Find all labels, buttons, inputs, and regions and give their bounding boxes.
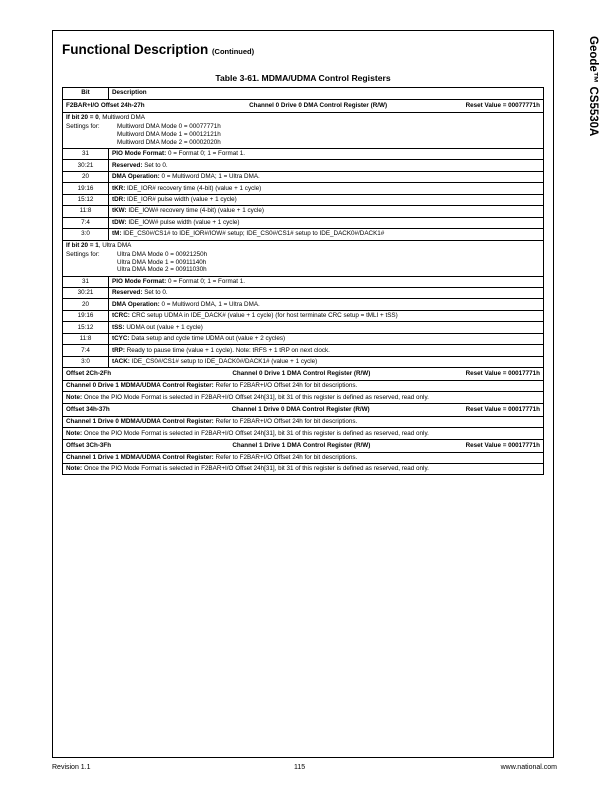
field-text: Ready to pause time (value + 1 cycle). Note: tRFS + 1 tRP on next clock. <box>124 346 330 354</box>
note-label: Note: <box>66 393 83 401</box>
bit-field-row <box>63 356 544 367</box>
register-desc-name: Channel 0 Drive 1 MDMA/UDMA Control Register: <box>66 382 214 390</box>
bit-field-row <box>63 206 544 217</box>
bit-range: 20 <box>63 299 109 310</box>
column-header-description: Description <box>109 88 544 100</box>
bit-field-row <box>63 299 544 310</box>
field-name: PIO Mode Format: <box>112 150 167 158</box>
field-text: 0 = Format 0; 1 = Format 1. <box>166 150 245 158</box>
bit-range: 3:0 <box>63 229 109 240</box>
field-text: IDE_IOR# pulse width (value + 1 cycle) <box>125 196 237 203</box>
bit-field-row <box>63 322 544 333</box>
bit-range: 11:8 <box>63 206 109 217</box>
bit-field-row <box>63 171 544 182</box>
register-desc-name: Channel 1 Drive 0 MDMA/UDMA Control Register: <box>66 418 214 426</box>
register-header <box>63 403 544 416</box>
register-desc-text: Refer to F2BAR+I/O Offset 24h for bit descriptions. <box>213 418 358 426</box>
bit-field-row <box>63 288 544 299</box>
bit-range: 19:16 <box>63 183 109 194</box>
bit-field-row <box>63 148 544 159</box>
mode-condition: If bit 20 = 1 <box>66 241 99 249</box>
bit-field-row <box>63 310 544 321</box>
bit-description <box>109 217 544 228</box>
register-reset-value: Reset Value = 00017771h <box>465 405 540 413</box>
register-name: Channel 1 Drive 0 DMA Control Register (R/W) <box>231 405 370 413</box>
bit-field-row <box>63 160 544 171</box>
field-name: tDW: <box>112 218 127 226</box>
field-name: tCRC: <box>112 312 130 320</box>
side-product-label: Geode™ CS5530A <box>587 36 599 137</box>
note-label: Note: <box>66 465 83 473</box>
mode-setting: Multiword DMA Mode 1 = 00012121h <box>117 130 221 138</box>
mode-condition: If bit 20 = 0 <box>66 114 99 122</box>
bit-description <box>109 194 544 205</box>
bit-field-row <box>63 183 544 194</box>
bit-field-row <box>63 194 544 205</box>
table-title: Table 3-61. MDMA/UDMA Control Registers <box>215 73 391 83</box>
bit-range: 15:12 <box>63 322 109 333</box>
field-text: IDE_IOR# recovery time (4-bit) (value + 1 cycle) <box>125 184 262 192</box>
bit-field-row <box>63 345 544 356</box>
settings-label: Settings for: <box>66 123 100 131</box>
register-note-row <box>63 464 544 475</box>
register-name: Channel 0 Drive 0 DMA Control Register (R/W) <box>249 102 388 109</box>
register-header <box>63 100 544 113</box>
field-text: Set to 0. <box>142 289 168 297</box>
bit-range: 31 <box>63 148 109 159</box>
register-offset: Offset 34h-37h <box>66 405 110 413</box>
settings-label: Settings for: <box>66 250 100 258</box>
field-name: tKR: <box>112 184 126 192</box>
bit-description <box>109 299 544 310</box>
field-text: IDE_IOW# recovery time (4-bit) (value + 1 cycle) <box>126 207 264 215</box>
bit-field-row <box>63 276 544 287</box>
mode-condition-text: , Multiword DMA <box>98 114 145 122</box>
bit-field-row <box>63 229 544 240</box>
bit-range: 20 <box>63 171 109 182</box>
bit-range: 30:21 <box>63 288 109 299</box>
bit-range: 30:21 <box>63 160 109 171</box>
mode-setting: Multiword DMA Mode 0 = 00077771h <box>117 123 221 131</box>
footer-page-number: 115 <box>294 764 306 771</box>
section-subtitle: (Continued) <box>212 47 255 56</box>
bit-description <box>109 322 544 333</box>
register-offset: Offset 2Ch-2Fh <box>66 370 112 378</box>
field-text: 0 = Format 0; 1 = Format 1. <box>166 277 245 285</box>
note-text: Once the PIO Mode Format is selected in F2BAR+I/O Offset 24h[31], bit 31 of this register is defined as reserved, read only. <box>82 429 429 437</box>
bit-description <box>109 276 544 287</box>
footer-website: www.national.com <box>500 764 557 771</box>
register-header <box>63 439 544 452</box>
bit-description <box>109 356 544 367</box>
mode-condition-text: , Ultra DMA <box>98 241 132 249</box>
register-desc-text: Refer to F2BAR+I/O Offset 24h for bit descriptions. <box>213 453 358 461</box>
bit-range: 31 <box>63 276 109 287</box>
note-text: Once the PIO Mode Format is selected in F2BAR+I/O Offset 24h[31], bit 31 of this register is defined as reserved, read only. <box>82 465 429 473</box>
field-text: CRC setup UDMA in IDE_DACK# (value + 1 cycle) (for host terminate CRC setup = tMLI + tSS) <box>129 312 398 320</box>
mode-setting: Ultra DMA Mode 2 = 00911030h <box>117 266 207 274</box>
bit-description <box>109 171 544 182</box>
bit-description <box>109 310 544 321</box>
field-text: IDE_CS0#/CS1# setup to IDE_DACK0#/DACK1# (value + 1 cycle) <box>129 358 318 366</box>
mode-setting: Ultra DMA Mode 0 = 00921250h <box>117 250 208 258</box>
bit-description <box>109 206 544 217</box>
bit-range: 7:4 <box>63 217 109 228</box>
mode-setting: Multiword DMA Mode 2 = 00002020h <box>117 138 221 146</box>
note-text: Once the PIO Mode Format is selected in F2BAR+I/O Offset 24h[31], bit 31 of this register is defined as reserved, read only. <box>82 393 429 401</box>
register-offset: Offset 3Ch-3Fh <box>66 441 112 449</box>
bit-field-row <box>63 217 544 228</box>
register-note-row <box>63 392 544 403</box>
bit-description <box>109 229 544 240</box>
section-title: Functional Description (Continued) <box>62 42 255 57</box>
field-name: DMA Operation: <box>112 173 160 181</box>
mode-settings-row <box>63 112 544 148</box>
note-label: Note: <box>66 429 83 437</box>
register-name: Channel 1 Drive 1 DMA Control Register (R/W) <box>232 441 371 449</box>
field-name: PIO Mode Format: <box>112 277 167 285</box>
mode-setting: Ultra DMA Mode 1 = 00911140h <box>117 258 207 266</box>
bit-description <box>109 288 544 299</box>
field-text: 0 = Multiword DMA; 1 = Ultra DMA. <box>159 173 260 181</box>
field-name: tDR: <box>112 196 126 203</box>
bit-field-row <box>63 333 544 344</box>
register-description-row <box>63 416 544 427</box>
bit-description <box>109 148 544 159</box>
bit-range: 15:12 <box>63 194 109 205</box>
column-header-bit: Bit <box>63 88 109 100</box>
field-text: IDE_CS0#/CS1# to IDE_IOR#/IOW# setup; IDE_CS0#/CS1# setup to IDE_DACK0#/DACK1# <box>121 230 385 238</box>
register-reset-value: Reset Value = 00017771h <box>465 441 540 449</box>
table-header-row <box>63 88 544 100</box>
field-name: tSS: <box>112 323 125 331</box>
field-name: tCYC: <box>112 335 130 343</box>
register-table <box>62 87 544 475</box>
bit-range: 7:4 <box>63 345 109 356</box>
field-name: tKW: <box>112 207 127 215</box>
bit-description <box>109 345 544 356</box>
bit-range: 11:8 <box>63 333 109 344</box>
register-header <box>63 368 544 381</box>
field-name: tM: <box>112 230 122 238</box>
bit-description <box>109 160 544 171</box>
field-name: Reserved: <box>112 161 143 169</box>
footer-revision: Revision 1.1 <box>52 764 91 771</box>
bit-range: 3:0 <box>63 356 109 367</box>
field-text: UDMA out (value + 1 cycle) <box>124 323 203 331</box>
field-text: 0 = Multiword DMA, 1 = Ultra DMA. <box>159 300 260 308</box>
register-reset-value: Reset Value = 00017771h <box>465 370 540 378</box>
register-desc-text: Refer to F2BAR+I/O Offset 24h for bit descriptions. <box>213 382 358 390</box>
bit-description <box>109 183 544 194</box>
register-note-row <box>63 428 544 439</box>
field-name: tRP: <box>112 346 125 354</box>
bit-description <box>109 333 544 344</box>
field-text: IDE_IOW# pulse width (value + 1 cycle) <box>126 218 240 226</box>
register-offset: F2BAR+I/O Offset 24h-27h <box>66 102 145 109</box>
field-name: Reserved: <box>112 289 143 297</box>
bit-range: 19:16 <box>63 310 109 321</box>
register-description-row <box>63 452 544 463</box>
field-name: tACK: <box>112 358 130 366</box>
field-name: DMA Operation: <box>112 300 160 308</box>
mode-settings-row <box>63 240 544 276</box>
register-name: Channel 0 Drive 1 DMA Control Register (R/W) <box>232 370 371 378</box>
field-text: Data setup and cycle time UDMA out (value + 2 cycles) <box>129 335 286 343</box>
register-description-row <box>63 381 544 392</box>
register-desc-name: Channel 1 Drive 1 MDMA/UDMA Control Register: <box>66 453 214 461</box>
register-reset-value: Reset Value = 00077771h <box>465 102 540 109</box>
field-text: Set to 0. <box>142 161 168 169</box>
